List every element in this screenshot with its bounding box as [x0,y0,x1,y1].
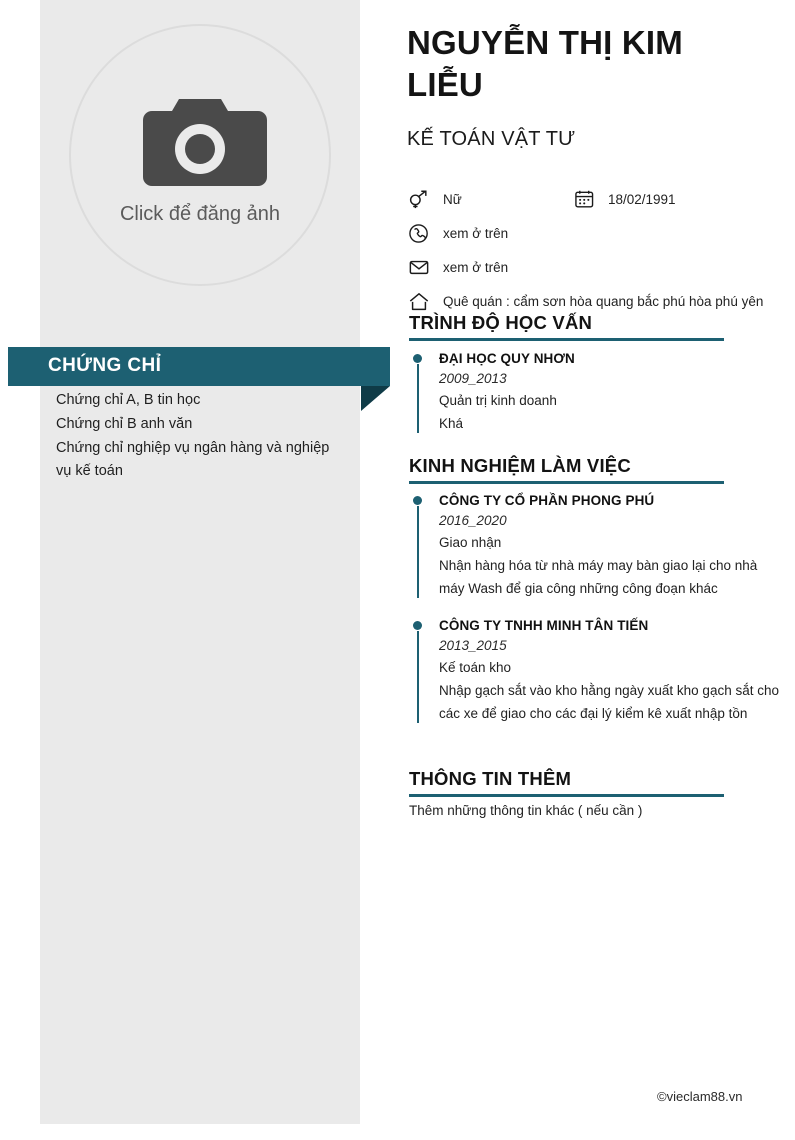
experience-role: Giao nhận [439,535,502,550]
section-experience-header [409,455,724,484]
experience-description: Nhận hàng hóa từ nhà máy may bàn giao lại cho nhà máy Wash để gia công những công đoạn khác [439,558,758,596]
timeline-bar [417,506,419,598]
candidate-name: NGUYỄN THỊ KIM LIỄU [407,24,683,103]
section-title: THÔNG TIN THÊM [409,768,572,789]
contact-gender [407,188,572,210]
contact-row-gender-birthday [407,182,779,216]
experience-years: 2013_2015 [439,638,507,653]
contact-email [407,256,508,278]
section-title: KINH NGHIỆM LÀM VIỆC [409,455,631,476]
additional-text: Thêm những thông tin khác ( nếu cần ) [409,803,643,818]
contact-address [407,290,763,312]
home-icon [407,290,431,312]
certificates-list [56,389,346,484]
birthday-value: 18/02/1991 [608,191,676,207]
section-additional-header [409,768,724,797]
list-item: Chứng chỉ nghiệp vụ ngân hàng và nghiệp vụ kế toán [56,440,330,479]
contact-phone [407,222,508,244]
timeline-bar [417,364,419,433]
section-underline [409,794,724,797]
photo-circle[interactable] [69,24,331,286]
email-value: xem ở trên [443,259,509,275]
education-major: Quản trị kinh doanh [439,393,557,408]
experience-org: CÔNG TY TNHH MINH TÂN TIẾN [439,618,649,633]
section-underline [409,338,724,341]
list-item: Chứng chỉ A, B tin học [56,392,201,408]
gender-icon [407,188,431,210]
education-grade: Khá [439,416,464,431]
job-title: KẾ TOÁN VẬT TƯ [407,128,576,150]
timeline-bullet [413,621,422,630]
education-years: 2009_2013 [439,371,507,386]
experience-role: Kế toán kho [439,660,512,675]
contact-birthday [572,188,676,210]
experience-description: Nhập gạch sắt vào kho hằng ngày xuất kho gạch sắt cho các xe để giao cho các đại lý kiểm kê xuất nhập tồn [439,683,779,721]
timeline-bar [417,631,419,723]
photo-uploader[interactable] [40,0,360,310]
contact-row-phone [407,216,779,250]
experience-org: CÔNG TY CỔ PHẦN PHONG PHÚ [439,493,655,508]
timeline-bullet [413,354,422,363]
experience-years: 2016_2020 [439,513,507,528]
list-item: Chứng chỉ B anh văn [56,416,193,432]
phone-icon [407,222,431,244]
contact-row-email [407,250,779,284]
certificates-heading: CHỨNG CHỈ [48,355,162,376]
education-entry-1 [413,350,779,435]
timeline-bullet [413,496,422,505]
section-underline [409,481,724,484]
email-icon [407,256,431,278]
gender-value: Nữ [443,191,462,207]
watermark: ©vieclam88.vn [657,1089,743,1104]
camera-icon [127,91,273,195]
address-value: Quê quán : cẩm sơn hòa quang bắc phú hòa phú yên [443,293,764,309]
calendar-icon [572,188,596,210]
contact-block [407,182,779,318]
section-title: TRÌNH ĐỘ HỌC VẤN [409,312,593,333]
experience-entry-1 [413,492,779,600]
certificates-banner-fold [361,386,390,411]
education-org: ĐẠI HỌC QUY NHƠN [439,351,575,366]
photo-upload-label: Click để đăng ảnh [119,202,281,225]
phone-value: xem ở trên [443,225,509,241]
experience-entry-2 [413,617,779,725]
section-education-header [409,312,724,341]
